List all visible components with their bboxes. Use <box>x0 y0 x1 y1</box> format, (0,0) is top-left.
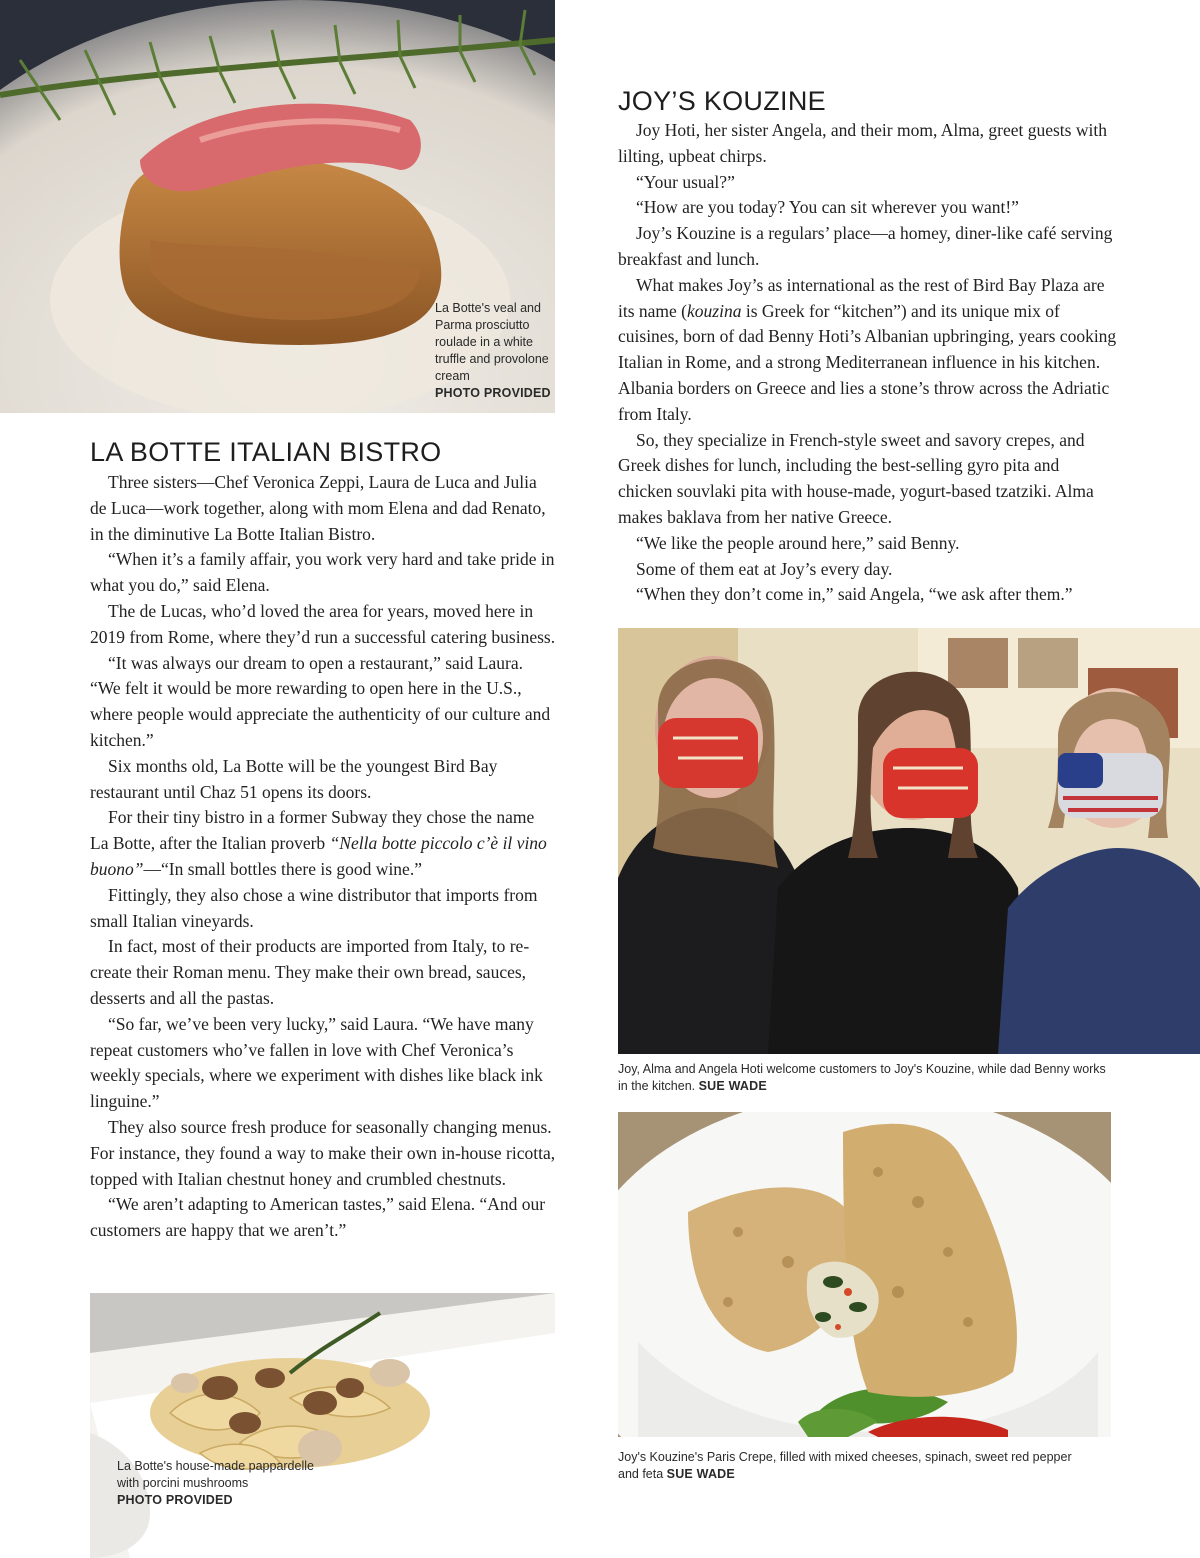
veal-roulade-credit: PHOTO PROVIDED <box>435 386 551 400</box>
pappardelle-image <box>90 1293 555 1558</box>
joys-paragraph: Joy Hoti, her sister Angela, and their mom, Alma, greet guests with lilting, upbeat chirps. <box>618 120 1107 166</box>
pappardelle-caption-box <box>117 1458 337 1509</box>
la-botte-paragraph: “When it’s a family affair, you work very hard and take pride in what you do,” said Elena. <box>90 549 555 596</box>
paris-crepe-credit: SUE WADE <box>666 1467 735 1481</box>
joys-paragraph: “When they don’t come in,” said Angela, “we ask after them.” <box>636 584 1073 605</box>
joys-name-paragraph <box>618 273 1118 428</box>
hoti-family-image <box>618 628 1200 1054</box>
joys-kouzine-heading: JOY’S KOUZINE <box>618 86 826 116</box>
joys-name-before: What makes Joy’s as international as the rest of Bird Bay Plaza are its name ( <box>618 274 1105 321</box>
hoti-family-credit: SUE WADE <box>698 1079 767 1093</box>
paris-crepe-caption-box <box>618 1449 1088 1483</box>
la-botte-paragraph: “So far, we’ve been very lucky,” said Laura. “We have many repeat customers who’ve fallen in love with Chef Veronica’s weekly specials, where we experiment with dishes like black ink linguine.” <box>90 1013 543 1112</box>
joys-paragraph: “How are you today? You can sit wherever you want!” <box>636 197 1019 218</box>
hoti-family-caption: Joy, Alma and Angela Hoti welcome customers to Joy's Kouzine, while dad Benny works in the kitchen. <box>618 1062 1106 1093</box>
veal-roulade-caption: La Botte's veal and Parma prosciutto roulade in a white truffle and provolone cream <box>435 301 549 383</box>
pappardelle-credit: PHOTO PROVIDED <box>117 1493 233 1507</box>
paris-crepe-caption: Joy's Kouzine's Paris Crepe, filled with mixed cheeses, spinach, sweet red pepper and feta <box>618 1450 1072 1481</box>
la-botte-paragraph: “It was always our dream to open a restaurant,” said Laura. “We felt it would be more rewarding to open here in the U.S., where people would appreciate the authenticity of our culture and kitchen.” <box>90 652 551 750</box>
joys-paragraph: “Your usual?” <box>636 171 735 192</box>
hoti-family-photo <box>618 628 1200 1054</box>
la-botte-paragraph: They also source fresh produce for seasonally changing menus. For instance, they found a way to make their own in-house ricotta, topped with Italian chestnut honey and crumbled chestnuts. <box>90 1116 556 1189</box>
la-botte-paragraph: Six months old, La Botte will be the youngest Bird Bay restaurant until Chaz 51 opens its doors. <box>90 755 498 802</box>
la-botte-paragraph: In fact, most of their products are imported from Italy, to re-create their Roman menu. They make their own bread, sauces, desserts and all the pastas. <box>90 936 530 1008</box>
paris-crepe-photo <box>618 1112 1111 1437</box>
proverb-italian: “Nella botte piccolo c’è il vino buono” <box>90 833 547 879</box>
joys-kouzine-article <box>618 118 1118 608</box>
joys-name-after: is Greek for “kitchen”) and its unique mix of cuisines, born of dad Benny Hoti’s Albanian upbringing, years cooking Italian in Rome, and a strong Mediterranean influence in his kitchen. Albania borders on Greece and lies a stone’s throw across the Adriatic from Italy. <box>618 300 1117 424</box>
paris-crepe-image <box>618 1112 1111 1437</box>
la-botte-proverb-paragraph <box>90 805 556 882</box>
la-botte-heading: LA BOTTE ITALIAN BISTRO <box>90 437 442 467</box>
la-botte-paragraph: Fittingly, they also chose a wine distributor that imports from small Italian vineyards. <box>90 884 538 931</box>
pappardelle-photo <box>90 1293 555 1558</box>
proverb-intro: For their tiny bistro in a former Subway they chose the name La Botte, after the Italian proverb <box>90 807 535 854</box>
proverb-translation: —“In small bottles there is good wine.” <box>143 858 422 879</box>
la-botte-paragraph: “We aren’t adapting to American tastes,” said Elena. “And our customers are happy that we aren’t.” <box>90 1194 546 1241</box>
joys-paragraph: “We like the people around here,” said Benny. <box>636 532 960 553</box>
la-botte-paragraph: Three sisters—Chef Veronica Zeppi, Laura de Luca and Julia de Luca—work together, along with mom Elena and dad Renato, in the diminutive La Botte Italian Bistro. <box>90 472 546 544</box>
veal-roulade-caption-box <box>435 300 551 402</box>
joys-paragraph: Joy’s Kouzine is a regulars’ place—a homey, diner-like café serving breakfast and lunch. <box>618 223 1113 269</box>
hoti-family-caption-box <box>618 1061 1118 1095</box>
kouzina-word: kouzina <box>687 300 742 321</box>
la-botte-paragraph: The de Lucas, who’d loved the area for years, moved here in 2019 from Rome, where they’d run a successful catering business. <box>90 600 556 647</box>
pappardelle-caption: La Botte's house-made pappardelle with porcini mushrooms <box>117 1459 314 1490</box>
joys-paragraph: So, they specialize in French-style sweet and savory crepes, and Greek dishes for lunch, including the best-selling gyro pita and chicken souvlaki pita with house-made, yogurt-based tzatziki. Alma makes baklava from her native Greece. <box>618 429 1094 527</box>
la-botte-article <box>90 470 556 1244</box>
joys-paragraph: Some of them eat at Joy’s every day. <box>636 558 893 579</box>
